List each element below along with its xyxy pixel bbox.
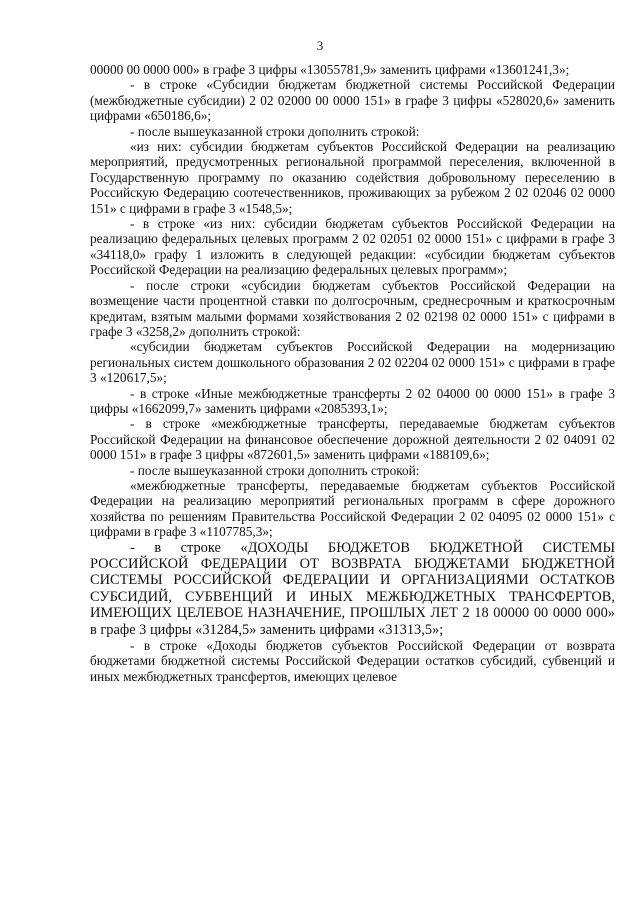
paragraph-federal-programs: - в строке «из них: субсидии бюджетам субъектов Российской Федерации на реализацию федеральных целевых программ 2 02 02051 02 0000 151» с цифрами в графе 3 «34118,0» графу 1 изложить в следующей редакции: «субсидии бюджетам субъектов Российской Федерации на реализацию федеральных целевых программ»;	[90, 216, 615, 278]
document-body	[90, 62, 615, 684]
paragraph-road-activity: - в строке «межбюджетные трансферты, передаваемые бюджетам субъектов Российской Федерации на финансовое обеспечение дорожной деятельности 2 02 04091 02 0000 151» в графе 3 цифры «872601,5» заменить цифрами «188109,6»;	[90, 416, 615, 463]
paragraph-continuation: 00000 00 0000 000» в графе 3 цифры «13055781,9» заменить цифрами «13601241,3»;	[90, 62, 570, 77]
page-number: 3	[316, 38, 324, 53]
paragraph-preschool: «субсидии бюджетам субъектов Российской Федерации на модернизацию региональных систем дошкольного образования 2 02 02204 02 0000 151» с цифрами в графе 3 «120617,5»;	[90, 339, 615, 386]
paragraph-resettlement-subsidy: «из них: субсидии бюджетам субъектов Российской Федерации на реализацию мероприятий, предусмотренных региональной программой переселения, включенной в Государственную программу по оказанию содействия добровольному переселению в Российскую Федерацию соотечественников, проживающих за рубежом 2 02 02046 02 0000 151» с цифрами в графе 3 «1548,5»;	[90, 139, 615, 216]
paragraph-add-line-1: - после вышеуказанной строки дополнить строкой:	[130, 123, 420, 139]
paragraph-road-programs: «межбюджетные трансферты, передаваемые бюджетам субъектов Российской Федерации на реализацию мероприятий региональных программ в сфере дорожного хозяйства по решениям Правительства Российской Федерации 2 02 04095 02 0000 151» с цифрами в графе 3 «1107785,3»;	[90, 477, 615, 540]
paragraph-interest-rate: - после строки «субсидии бюджетам субъектов Российской Федерации на возмещение части процентной ставки по долгосрочным, среднесрочным и краткосрочным кредитам, взятым малыми формами хозяйствования 2 02 02198 02 0000 151» с цифрами в графе 3 «3258,2» дополнить строкой:	[90, 277, 615, 339]
paragraph-subsidies-line: - в строке «Субсидии бюджетам бюджетной системы Российской Федерации (межбюджетные субсидии) 2 02 02000 00 0000 151» в графе 3 цифры «528020,6» заменить цифрами «650186,6»;	[90, 77, 615, 124]
paragraph-other-transfers: - в строке «Иные межбюджетные трансферты 2 02 04000 00 0000 151» в графе 3 цифры «1662099,7» заменить цифрами «2085393,1»;	[90, 385, 615, 416]
paragraph-add-line-2: - после вышеуказанной строки дополнить строкой:	[130, 462, 420, 478]
paragraph-revenues-return-caps: - в строке «ДОХОДЫ БЮДЖЕТОВ БЮДЖЕТНОЙ СИСТЕМЫ РОССИЙСКОЙ ФЕДЕРАЦИИ ОТ ВОЗВРАТА БЮДЖЕТАМИ БЮДЖЕТНОЙ СИСТЕМЫ РОССИЙСКОЙ ФЕДЕРАЦИИ И ОРГАНИЗАЦИЯМИ ОСТАТКОВ СУБСИДИЙ, СУБВЕНЦИЙ И ИНЫХ МЕЖБЮДЖЕТНЫХ ТРАНСФЕРТОВ, ИМЕЮЩИХ ЦЕЛЕВОЕ НАЗНАЧЕНИЕ, ПРОШЛЫХ ЛЕТ 2 18 00000 00 0000 000» в графе 3 цифры «31284,5» заменить цифрами «31313,5»;	[90, 539, 615, 638]
paragraph-revenues-return: - в строке «Доходы бюджетов субъектов Российской Федерации от возврата бюджетами бюджетной системы Российской Федерации остатков субсидий, субвенций и иных межбюджетных трансфертов, имеющих целевое	[90, 638, 615, 684]
